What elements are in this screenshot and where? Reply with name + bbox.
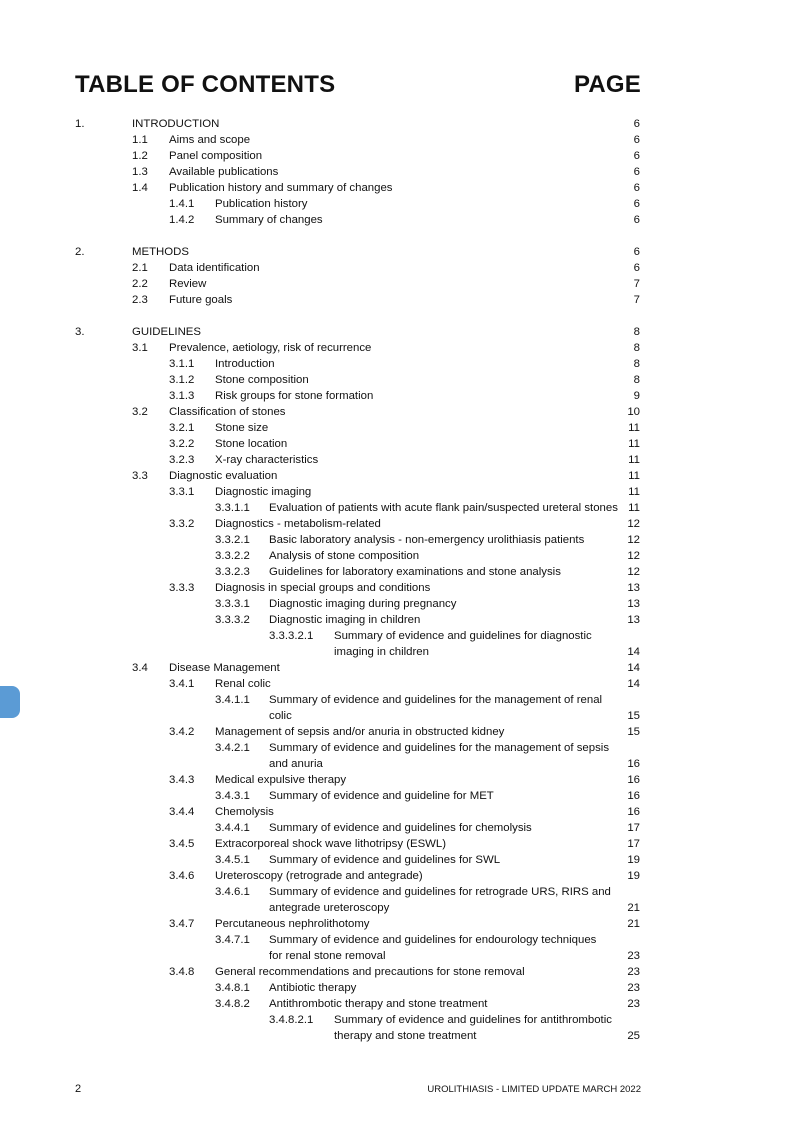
toc-entry-title: Chemolysis xyxy=(215,806,274,818)
toc-entry-page: 19 xyxy=(627,854,640,866)
toc-entry-page: 15 xyxy=(627,726,640,738)
toc-entry xyxy=(0,468,793,484)
toc-entry-page: 11 xyxy=(628,454,640,466)
toc-entry xyxy=(0,372,793,388)
toc-entry-number: 2.2 xyxy=(132,278,148,290)
toc-entry-page: 6 xyxy=(633,150,640,162)
toc-entry-title: Basic laboratory analysis - non-emergency urolithiasis patients xyxy=(269,534,585,546)
toc-entry xyxy=(0,564,793,580)
toc-entry-title: for renal stone removal xyxy=(269,950,386,962)
toc-entry xyxy=(0,148,793,164)
toc-entry-number: 3.3.2.3 xyxy=(215,566,250,578)
toc-entry xyxy=(0,1012,793,1028)
toc-heading: TABLE OF CONTENTS xyxy=(75,71,336,98)
toc-entry-page: 16 xyxy=(627,790,640,802)
toc-entry-number: 3.3.3.1 xyxy=(215,598,250,610)
toc-entry-page: 6 xyxy=(633,214,640,226)
toc-entry xyxy=(0,820,793,836)
footer-running-title: UROLITHIASIS - LIMITED UPDATE MARCH 2022 xyxy=(427,1084,641,1095)
toc-entry-number: 3.4.1 xyxy=(169,678,195,690)
toc-entry-title: Diagnostic evaluation xyxy=(169,470,278,482)
toc-entry-number: 3.3.2.1 xyxy=(215,534,250,546)
toc-entry-number: 1.4 xyxy=(132,182,148,194)
toc-entry-page: 17 xyxy=(627,822,640,834)
toc-entry-title: Summary of evidence and guidelines for retrograde URS, RIRS and xyxy=(269,886,611,898)
toc-entry xyxy=(0,724,793,740)
toc-entry-number: 3.4.4 xyxy=(169,806,195,818)
toc-entry-title: Data identification xyxy=(169,262,260,274)
toc-entry-page: 6 xyxy=(633,246,640,258)
toc-entry xyxy=(0,644,793,660)
toc-entry-page: 6 xyxy=(633,182,640,194)
toc-entry-title: Summary of evidence and guidelines for endourology techniques xyxy=(269,934,597,946)
toc-entry-page: 8 xyxy=(633,374,640,386)
toc-entry xyxy=(0,180,793,196)
toc-entry-number: 2. xyxy=(75,246,85,258)
toc-entry-number: 3.3.3 xyxy=(169,582,195,594)
toc-entry xyxy=(0,884,793,900)
toc-entry xyxy=(0,356,793,372)
toc-entry-title: antegrade ureteroscopy xyxy=(269,902,390,914)
toc-entry xyxy=(0,996,793,1012)
toc-entry xyxy=(0,212,793,228)
toc-entry-number: 3.4.5.1 xyxy=(215,854,250,866)
toc-entry-title: Diagnostic imaging during pregnancy xyxy=(269,598,457,610)
toc-entry-title: therapy and stone treatment xyxy=(334,1030,477,1042)
toc-entry xyxy=(0,548,793,564)
footer-page-number: 2 xyxy=(75,1083,82,1095)
toc-entry-page: 8 xyxy=(633,342,640,354)
toc-entry-title: colic xyxy=(269,710,292,722)
toc-entry-page: 10 xyxy=(627,406,640,418)
toc-entry xyxy=(0,932,793,948)
toc-entry-number: 3.4.3.1 xyxy=(215,790,250,802)
toc-entry-number: 3.3 xyxy=(132,470,148,482)
toc-entry-title: Management of sepsis and/or anuria in obstructed kidney xyxy=(215,726,505,738)
toc-entry-title: imaging in children xyxy=(334,646,429,658)
toc-entry-page: 23 xyxy=(627,950,640,962)
toc-entry xyxy=(0,948,793,964)
toc-entry-number: 3.4.8.1 xyxy=(215,982,250,994)
toc-entry-number: 1.3 xyxy=(132,166,148,178)
toc-entry-number: 3.4.6.1 xyxy=(215,886,250,898)
toc-entry xyxy=(0,292,793,308)
toc-entry xyxy=(0,868,793,884)
toc-entry xyxy=(0,900,793,916)
toc-entry-number: 3.1 xyxy=(132,342,148,354)
toc-entry xyxy=(0,388,793,404)
toc-entry-page: 15 xyxy=(627,710,640,722)
toc-entry-page: 8 xyxy=(633,326,640,338)
toc-entry-page: 6 xyxy=(633,262,640,274)
toc-entry-title: Summary of evidence and guidelines for the management of renal xyxy=(269,694,603,706)
toc-entry-title: Aims and scope xyxy=(169,134,251,146)
toc-entry-number: 1.1 xyxy=(132,134,148,146)
toc-entry-number: 3.2 xyxy=(132,406,148,418)
toc-entry-page: 6 xyxy=(633,198,640,210)
toc-entry xyxy=(0,516,793,532)
toc-entry-number: 3.1.2 xyxy=(169,374,195,386)
toc-entry-number: 2.1 xyxy=(132,262,148,274)
toc-entry-title: Summary of evidence and guideline for MET xyxy=(269,790,494,802)
toc-entry xyxy=(0,596,793,612)
toc-entry-page: 23 xyxy=(627,998,640,1010)
toc-entry-page: 14 xyxy=(627,662,640,674)
toc-entry xyxy=(0,452,793,468)
toc-entry-page: 7 xyxy=(633,278,640,290)
toc-entry xyxy=(0,484,793,500)
toc-entry-page: 13 xyxy=(627,582,640,594)
toc-entry-title: General recommendations and precautions for stone removal xyxy=(215,966,525,978)
toc-entry-number: 3.3.2 xyxy=(169,518,195,530)
toc-entry xyxy=(0,708,793,724)
toc-entry xyxy=(0,964,793,980)
toc-entry-title: Stone size xyxy=(215,422,269,434)
toc-entry-title: Summary of evidence and guidelines for chemolysis xyxy=(269,822,532,834)
toc-entry-title: Diagnosis in special groups and conditions xyxy=(215,582,431,594)
toc-entry-number: 3.4.7 xyxy=(169,918,195,930)
toc-entry-title: Percutaneous nephrolithotomy xyxy=(215,918,370,930)
toc-entry-page: 19 xyxy=(627,870,640,882)
toc-entry xyxy=(0,420,793,436)
toc-entry xyxy=(0,692,793,708)
toc-entry-page: 6 xyxy=(633,118,640,130)
toc-entry-number: 3.4.8.2 xyxy=(215,998,250,1010)
toc-entry-title: INTRODUCTION xyxy=(132,118,220,130)
toc-entry xyxy=(0,132,793,148)
toc-entry-title: Review xyxy=(169,278,207,290)
toc-entry-page: 14 xyxy=(627,646,640,658)
toc-entry xyxy=(0,788,793,804)
toc-entry-number: 3.4.8.2.1 xyxy=(269,1014,314,1026)
toc-entry-number: 3.4.7.1 xyxy=(215,934,250,946)
toc-entry xyxy=(0,340,793,356)
toc-entry-number: 3.4 xyxy=(132,662,148,674)
toc-entry-title: Ureteroscopy (retrograde and antegrade) xyxy=(215,870,423,882)
toc-entry-page: 12 xyxy=(627,550,640,562)
toc-entry xyxy=(0,260,793,276)
toc-entry xyxy=(0,1028,793,1044)
toc-entry-title: Summary of evidence and guidelines for SWL xyxy=(269,854,501,866)
toc-entry-page: 16 xyxy=(627,774,640,786)
toc-entry xyxy=(0,436,793,452)
toc-entry-page: 13 xyxy=(627,598,640,610)
toc-entry xyxy=(0,580,793,596)
toc-entry-number: 3.3.2.2 xyxy=(215,550,250,562)
toc-entry-page: 16 xyxy=(627,758,640,770)
toc-entry-number: 3.3.1 xyxy=(169,486,195,498)
toc-entry-page: 23 xyxy=(627,966,640,978)
toc-entry-title: Available publications xyxy=(169,166,279,178)
toc-entry xyxy=(0,276,793,292)
toc-entry-title: Introduction xyxy=(215,358,275,370)
toc-entry-title: Diagnostics - metabolism-related xyxy=(215,518,381,530)
toc-entry-title: Classification of stones xyxy=(169,406,286,418)
toc-entry-title: Panel composition xyxy=(169,150,263,162)
toc-entry xyxy=(0,916,793,932)
toc-entry-title: Stone composition xyxy=(215,374,309,386)
toc-entry-title: Medical expulsive therapy xyxy=(215,774,347,786)
toc-entry-number: 3.2.3 xyxy=(169,454,195,466)
toc-entry-title: Evaluation of patients with acute flank pain/suspected ureteral stones xyxy=(269,502,618,514)
toc-entry xyxy=(0,660,793,676)
toc-entry-number: 3. xyxy=(75,326,85,338)
toc-entry xyxy=(0,852,793,868)
toc-entry-page: 12 xyxy=(627,518,640,530)
toc-entry-page: 13 xyxy=(627,614,640,626)
toc-entry-number: 3.4.2 xyxy=(169,726,195,738)
toc-entry-title: Summary of evidence and guidelines for the management of sepsis xyxy=(269,742,610,754)
toc-entry-title: GUIDELINES xyxy=(132,326,201,338)
toc-entry-number: 3.4.3 xyxy=(169,774,195,786)
toc-entry xyxy=(0,324,793,340)
toc-entry-page: 8 xyxy=(633,358,640,370)
toc-entry xyxy=(0,676,793,692)
toc-entry-page: 14 xyxy=(627,678,640,690)
page-column-heading: PAGE xyxy=(573,71,641,98)
toc-entry xyxy=(0,804,793,820)
toc-entry-number: 3.2.1 xyxy=(169,422,195,434)
toc-entry-title: Antibiotic therapy xyxy=(269,982,357,994)
toc-entry-number: 2.3 xyxy=(132,294,148,306)
toc-entry xyxy=(0,196,793,212)
toc-entry-number: 3.4.5 xyxy=(169,838,195,850)
toc-entry xyxy=(0,404,793,420)
toc-entry-title: METHODS xyxy=(132,246,189,258)
toc-entry-title: Risk groups for stone formation xyxy=(215,390,374,402)
toc-entry-title: Prevalence, aetiology, risk of recurrence xyxy=(169,342,372,354)
toc-entry-number: 3.3.3.2.1 xyxy=(269,630,314,642)
toc-entry-title: Stone location xyxy=(215,438,288,450)
toc-entry-page: 11 xyxy=(628,470,640,482)
toc-entry-title: Diagnostic imaging xyxy=(215,486,312,498)
toc-entry-title: Guidelines for laboratory examinations and stone analysis xyxy=(269,566,561,578)
toc-entry-number: 1.2 xyxy=(132,150,148,162)
toc-entry-number: 1.4.1 xyxy=(169,198,195,210)
toc-entry-title: Future goals xyxy=(169,294,233,306)
toc-entry-number: 3.4.6 xyxy=(169,870,195,882)
toc-entry-number: 1.4.2 xyxy=(169,214,195,226)
toc-entry-number: 3.1.3 xyxy=(169,390,195,402)
toc-entry-title: Publication history xyxy=(215,198,308,210)
toc-entry xyxy=(0,612,793,628)
toc-entry-page: 21 xyxy=(627,918,640,930)
toc-entry-page: 25 xyxy=(627,1030,640,1042)
toc-entry xyxy=(0,164,793,180)
toc-entry-title: Publication history and summary of changes xyxy=(169,182,393,194)
toc-entry-title: X-ray characteristics xyxy=(215,454,319,466)
toc-entry xyxy=(0,532,793,548)
toc-entry-page: 11 xyxy=(628,486,640,498)
toc-entry-title: Diagnostic imaging in children xyxy=(269,614,421,626)
toc-entry-number: 3.4.8 xyxy=(169,966,195,978)
toc-entry-page: 21 xyxy=(627,902,640,914)
toc-entry-page: 17 xyxy=(627,838,640,850)
toc-entry-page: 11 xyxy=(628,502,640,514)
toc-entry-title: Antithrombotic therapy and stone treatment xyxy=(269,998,488,1010)
toc-entry-page: 12 xyxy=(627,534,640,546)
toc-entry xyxy=(0,980,793,996)
toc-entry-number: 3.4.2.1 xyxy=(215,742,250,754)
toc-entry-number: 3.3.3.2 xyxy=(215,614,250,626)
toc-entry-page: 11 xyxy=(628,422,640,434)
toc-entry xyxy=(0,116,793,132)
toc-entry-page: 12 xyxy=(627,566,640,578)
toc-entry-title: Analysis of stone composition xyxy=(269,550,420,562)
toc-entry-page: 23 xyxy=(627,982,640,994)
toc-entry-title: Summary of evidence and guidelines for antithrombotic xyxy=(334,1014,612,1026)
toc-entry-page: 6 xyxy=(633,134,640,146)
toc-entry-title: Summary of changes xyxy=(215,214,323,226)
toc-entry-number: 1. xyxy=(75,118,85,130)
toc-entry-title: Renal colic xyxy=(215,678,271,690)
toc-entry-number: 3.3.1.1 xyxy=(215,502,250,514)
toc-entry xyxy=(0,740,793,756)
toc-entry-title: and anuria xyxy=(269,758,323,770)
toc-entry xyxy=(0,772,793,788)
toc-entry xyxy=(0,500,793,516)
toc-entry-page: 9 xyxy=(633,390,640,402)
toc-entry-title: Summary of evidence and guidelines for diagnostic xyxy=(334,630,592,642)
toc-entry xyxy=(0,836,793,852)
toc-entry-number: 3.1.1 xyxy=(169,358,195,370)
toc-entry-title: Disease Management xyxy=(169,662,280,674)
toc-entry-number: 3.4.4.1 xyxy=(215,822,250,834)
toc-entry-number: 3.2.2 xyxy=(169,438,195,450)
toc-entry-page: 16 xyxy=(627,806,640,818)
toc-entry-page: 11 xyxy=(628,438,640,450)
toc-entry xyxy=(0,756,793,772)
toc-entry-number: 3.4.1.1 xyxy=(215,694,250,706)
toc-entry-page: 7 xyxy=(633,294,640,306)
toc-entry xyxy=(0,244,793,260)
toc-entry-title: Extracorporeal shock wave lithotripsy (ESWL) xyxy=(215,838,447,850)
side-tab-marker xyxy=(0,686,20,718)
toc-entry-page: 6 xyxy=(633,166,640,178)
toc-entry xyxy=(0,628,793,644)
